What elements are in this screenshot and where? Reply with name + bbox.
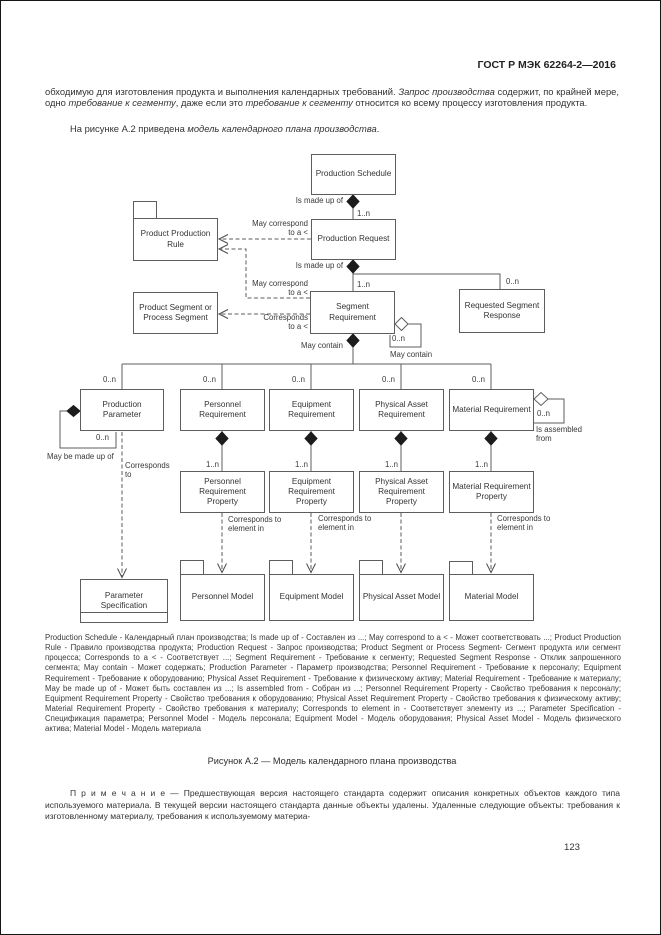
multiplicity-label: 0..n: [96, 433, 110, 442]
node-physical-asset-requirement: [359, 389, 444, 431]
compartment-divider: [81, 612, 167, 613]
node-label: Material Requirement Property: [452, 481, 531, 501]
figure-caption: Рисунок А.2 — Модель календарного плана производства: [207, 756, 457, 766]
text-run-italic: Запрос производства: [398, 86, 495, 97]
multiplicity-label: 0..n: [102, 375, 116, 384]
node-equipment-requirement: [269, 389, 354, 431]
node-segment-requirement: [310, 291, 395, 334]
multiplicity-label: 1..n: [474, 460, 488, 469]
node-label: Physical Asset Model: [362, 592, 441, 602]
text-run: , даже если это: [175, 97, 246, 109]
note-text: Предшествующая версия настоящего стандарта содержит описания конкретных объектов каждого типа используемого материала. В текущей версии настоящего стандарта данные объекты удалены. Удаленные следующие объекты: требования к изготовленному материалу, требования к используемому материа-: [45, 788, 620, 822]
note-paragraph: [45, 788, 620, 823]
node-label: Product Production Rule: [140, 229, 211, 249]
text-run: обходимую для изготовления продукта и выполнения календарных требований.: [45, 86, 399, 97]
multiplicity-label: 0..n: [381, 375, 395, 384]
edge-label-corresponds-to-element-in: Corresponds to element in: [228, 515, 282, 534]
edge-label-is-made-up-of: Is made up of: [295, 196, 343, 205]
multiplicity-label: 1..n: [357, 209, 371, 218]
node-personnel-requirement-property: [180, 471, 265, 513]
package-tab: [269, 560, 293, 575]
package-tab: [180, 560, 204, 575]
multiplicity-label: 0..n: [392, 334, 406, 343]
node-personnel-model: [180, 574, 265, 621]
text-run-italic: модель календарного плана производства: [187, 123, 377, 134]
node-label: Personnel Requirement: [199, 399, 246, 419]
multiplicity-label: 1..n: [384, 460, 398, 469]
edge-label-may-correspond-to-a: May correspond to a <: [252, 219, 308, 238]
node-production-request: [311, 219, 396, 260]
node-label: Personnel Requirement Property: [199, 476, 246, 507]
text-run-italic: требование к сегменту: [245, 97, 353, 109]
node-label: Production Parameter: [102, 399, 142, 419]
edge-label-corresponds-to-element-in: Corresponds to element in: [497, 514, 551, 533]
multiplicity-label: 0..n: [471, 375, 485, 384]
edge-label-may-contain: May contain: [390, 350, 433, 359]
node-label: Production Request: [317, 234, 390, 244]
node-parameter-specification: [80, 579, 168, 623]
text-run: На рисунке А.2 приведена: [70, 123, 188, 134]
node-label: Segment Requirement: [329, 302, 376, 322]
node-product-segment-or-process-segment: [133, 292, 218, 334]
page-header: ГОСТ Р МЭК 62264-2—2016: [477, 59, 616, 71]
node-personnel-requirement: [180, 389, 265, 431]
node-label: Physical Asset Requirement: [375, 399, 428, 419]
figure-legend: Production Schedule - Календарный план производства; Is made up of - Составлен из ...; May correspond to a < - Может соответствовать ...; Product Production Rule - Правило производства продукта; Production Request - Запрос производства; Product Segment or Process Segment- Сегмент продукта или сегмент процесса; Corresponds to a < - Соответствует ...; Segment Requirement - Требование к сегменту; Requested Segment Response - Отклик запрошенного сегмента; May contain - Может содержать; Production Parameter - Параметр производства; Personnel Requirement - Требование к персоналу; Equipment Requirement - Требование к оборудованию; Physical Asset Requirement - Требование к физическому активу; Material Requirement - Требование к материалу; May be made up of - Может быть составлен из ...; Is assembled from - Собран из ...; Personnel Requirement Property - Свойство требования к персоналу; Equipment Requirement Property - Свойство требования к оборудованию; Physical Asset Requirement Property - Свойство требования к физическому активу; Material Requirement Property - Свойство требования к материалу; Corresponds to element in - Соответствует элементу из ...; Parameter Specification - Спецификация параметра; Personnel Model - Модель персонала; Equipment Model - Модель оборудования; Physical Asset Model - Модель физического актива; Material Model - Модель материала: [45, 633, 621, 734]
node-physical-asset-model: [359, 574, 444, 621]
node-material-requirement-property: [449, 471, 534, 513]
node-requested-segment-response: [459, 289, 545, 333]
node-material-requirement: [449, 389, 534, 431]
node-label: Personnel Model: [191, 592, 254, 602]
edge-label-may-contain: May contain: [300, 341, 343, 350]
node-equipment-model: [269, 574, 354, 621]
package-tab: [449, 561, 473, 575]
multiplicity-label: 0..n: [506, 277, 520, 286]
package-tab: [133, 201, 157, 219]
node-label: Product Segment or Process Segment: [139, 302, 212, 322]
node-label: Material Requirement: [452, 404, 531, 414]
edge-label-corresponds-to-element-in: Corresponds to element in: [318, 514, 372, 533]
node-label: Production Schedule: [315, 169, 392, 179]
multiplicity-label: 1..n: [357, 280, 371, 289]
node-physical-asset-requirement-property: [359, 471, 444, 513]
node-production-parameter: [80, 389, 164, 431]
node-label: Equipment Requirement: [288, 399, 335, 419]
node-material-model: [449, 574, 534, 621]
text-run: .: [376, 123, 380, 134]
page-number: 123: [564, 842, 581, 853]
note-label: П р и м е ч а н и е —: [70, 788, 184, 798]
node-label: Equipment Model: [279, 592, 344, 602]
package-tab: [359, 560, 383, 575]
node-label: Equipment Requirement Property: [288, 476, 335, 507]
text-run: относится ко всему процессу изготовления продукта.: [352, 97, 588, 109]
node-label: Material Model: [464, 592, 519, 602]
node-label: Physical Asset Requirement Property: [375, 476, 428, 507]
edge-label-may-correspond-to-a: May correspond to a <: [252, 279, 308, 298]
text-run: содержит, по крайней мере, одно: [45, 86, 619, 109]
edge-label-is-assembled-from: Is assembled from: [536, 425, 582, 444]
node-label: Requested Segment Response: [464, 300, 540, 320]
multiplicity-label: 0..n: [537, 409, 551, 418]
multiplicity-label: 0..n: [291, 375, 305, 384]
node-label: Parameter Specification: [100, 590, 148, 610]
edge-label-corresponds-to: Corresponds to: [125, 461, 170, 480]
edge-label-is-made-up-of: Is made up of: [295, 261, 343, 270]
node-equipment-requirement-property: [269, 471, 354, 513]
node-product-production-rule: [133, 218, 218, 261]
node-production-schedule: [311, 154, 396, 195]
edge-label-may-be-made-up-of: May be made up of: [47, 452, 114, 461]
multiplicity-label: 1..n: [205, 460, 219, 469]
multiplicity-label: 1..n: [294, 460, 308, 469]
text-run-italic: требование к сегменту: [68, 97, 176, 109]
edge-label-corresponds-to-a: Corresponds to a <: [263, 313, 308, 332]
multiplicity-label: 0..n: [202, 375, 216, 384]
